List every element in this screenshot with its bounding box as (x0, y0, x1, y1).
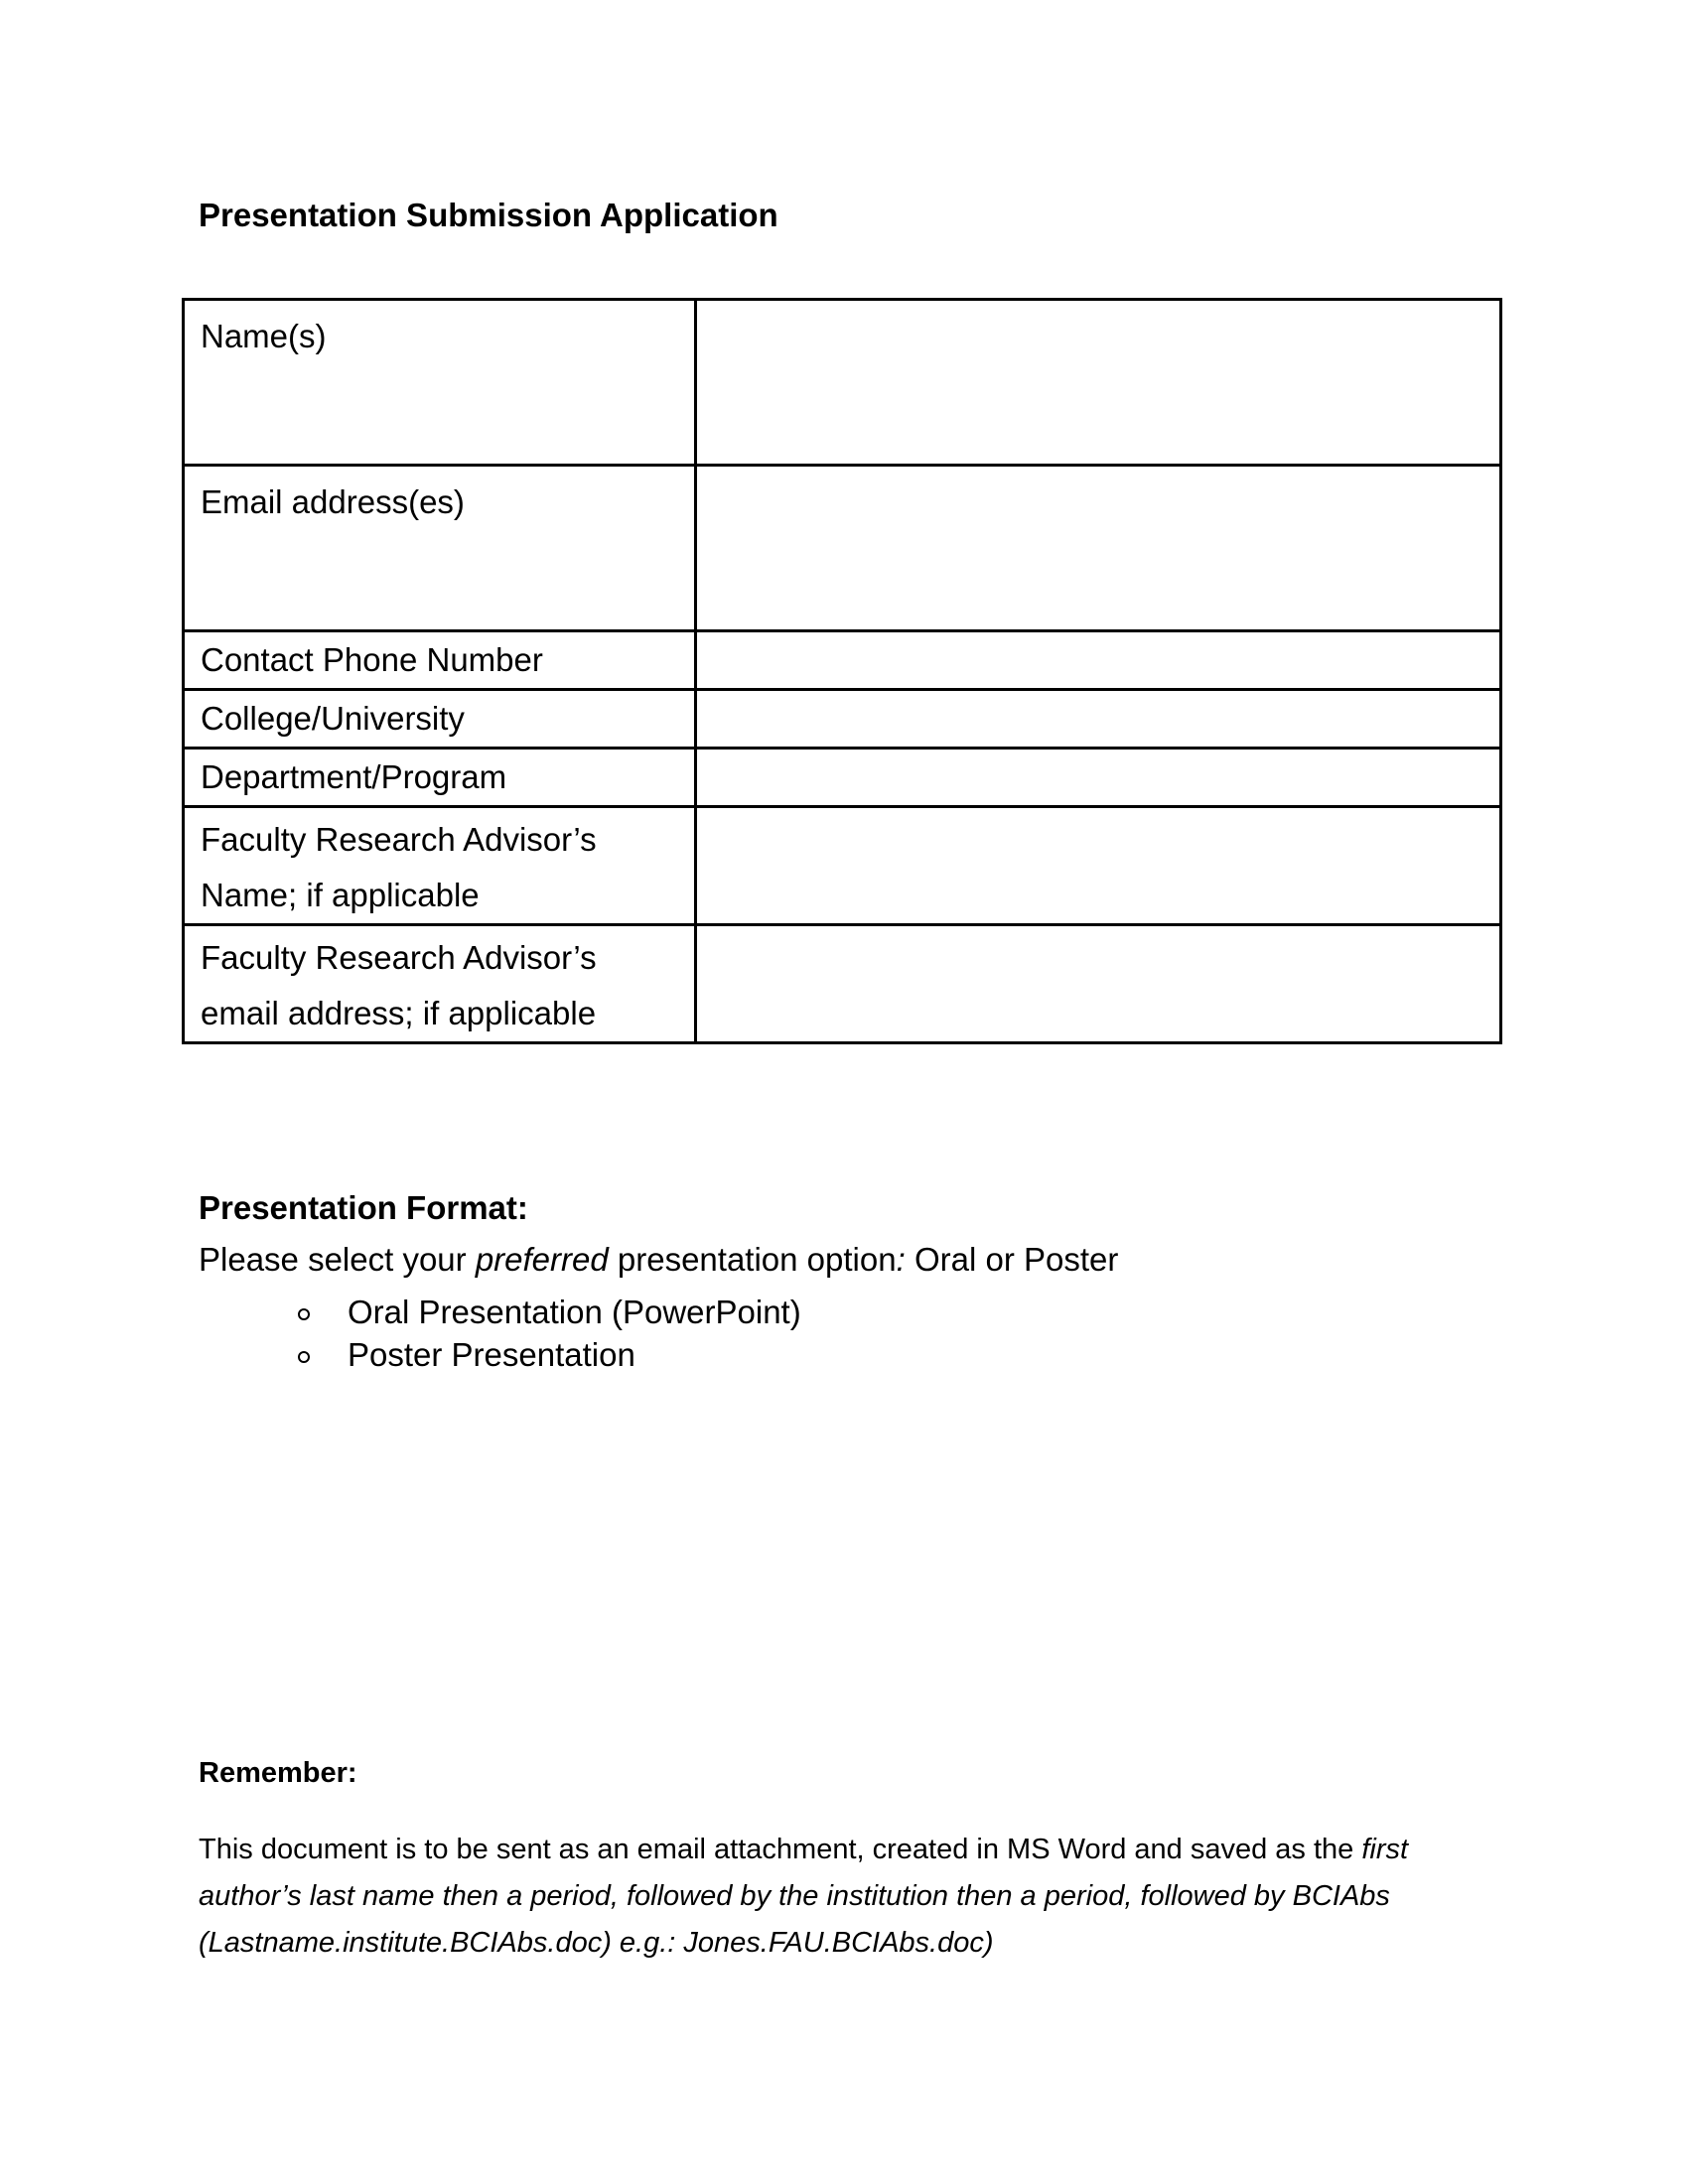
submission-form-table (182, 298, 1502, 1044)
names-label: Name(s) (184, 300, 696, 466)
advisor-email-field-cell[interactable] (696, 925, 1501, 1043)
college-label: College/University (184, 690, 696, 749)
table-row-advisor-name (184, 807, 1501, 925)
circle-bullet-icon[interactable] (298, 1351, 310, 1363)
instruction-emphasis: preferred (475, 1241, 609, 1278)
option-poster-presentation[interactable] (298, 1338, 635, 1371)
phone-field-cell[interactable] (696, 631, 1501, 690)
circle-bullet-icon[interactable] (298, 1308, 310, 1320)
college-field-cell[interactable] (696, 690, 1501, 749)
emails-field-cell[interactable] (696, 466, 1501, 631)
department-field-cell[interactable] (696, 749, 1501, 807)
department-label: Department/Program (184, 749, 696, 807)
option-poster-label: Poster Presentation (348, 1336, 635, 1373)
table-row-names (184, 300, 1501, 466)
emails-field[interactable] (697, 467, 1499, 626)
presentation-format-instruction (199, 1243, 1118, 1276)
instruction-colon: : (896, 1241, 906, 1278)
names-field[interactable] (697, 301, 1499, 461)
remember-heading: Remember: (199, 1757, 357, 1789)
phone-field[interactable] (697, 632, 1499, 684)
advisor-email-field[interactable] (697, 926, 1499, 1033)
phone-label: Contact Phone Number (184, 631, 696, 690)
table-row-phone (184, 631, 1501, 690)
table-row-department (184, 749, 1501, 807)
names-field-cell[interactable] (696, 300, 1501, 466)
table-row-emails (184, 466, 1501, 631)
advisor-name-label: Faculty Research Advisor’s Name; if applicable (184, 807, 696, 925)
instruction-suffix: presentation option (608, 1241, 897, 1278)
remember-body-plain: This document is to be sent as an email attachment, created in MS Word and saved as the (199, 1834, 1362, 1865)
table-row-advisor-email (184, 925, 1501, 1043)
emails-label: Email address(es) (184, 466, 696, 631)
remember-body (199, 1827, 1489, 1967)
instruction-prefix: Please select your (199, 1241, 476, 1278)
advisor-name-field-cell[interactable] (696, 807, 1501, 925)
advisor-email-label: Faculty Research Advisor’s email address; if applicable (184, 925, 696, 1043)
college-field[interactable] (697, 691, 1499, 743)
option-oral-label: Oral Presentation (PowerPoint) (348, 1294, 801, 1330)
advisor-name-field[interactable] (697, 808, 1499, 915)
presentation-format-heading: Presentation Format: (199, 1189, 528, 1226)
instruction-tail: Oral or Poster (905, 1241, 1119, 1278)
remember-body-italic: first author’s last name then a period, followed by the institution then a period, followed by BCIAbs (Lastname.institute.BCIAbs.doc) e.g.: Jones.FAU.BCIAbs.doc) (199, 1834, 1409, 1959)
page-title: Presentation Submission Application (199, 197, 778, 233)
option-oral-presentation[interactable] (298, 1296, 801, 1328)
table-row-college (184, 690, 1501, 749)
department-field[interactable] (697, 750, 1499, 801)
